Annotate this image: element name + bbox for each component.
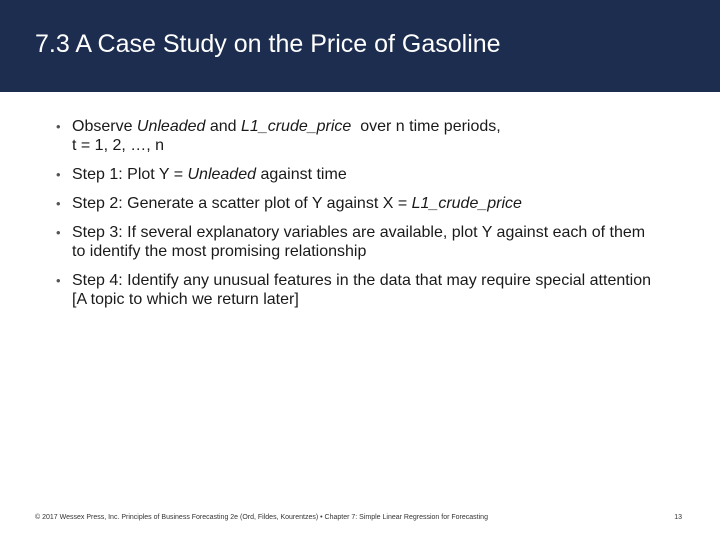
bullet-dot-icon: • xyxy=(56,273,61,288)
bullet-text: Observe xyxy=(72,118,137,135)
bullet-text: against time xyxy=(256,166,347,183)
bullet-item xyxy=(56,223,656,261)
slide-title: 7.3 A Case Study on the Price of Gasoline xyxy=(35,30,501,58)
bullet-text-italic: L1_crude_price xyxy=(241,118,352,135)
bullet-text-italic: Unleaded xyxy=(136,118,206,135)
bullet-text: Step 3: If several explanatory variables are available, plot Y against each of them to identify the most promising relationship xyxy=(72,224,646,260)
bullet-dot-icon: • xyxy=(56,225,61,240)
footer-citation: © 2017 Wessex Press, Inc. Principles of Business Forecasting 2e (Ord, Fildes, Kourentzes) • Chapter 7: Simple Linear Regression for Forecasting xyxy=(35,514,488,521)
bullet-text-italic: Unleaded xyxy=(187,166,256,183)
bullet-list xyxy=(56,117,656,319)
bullet-dot-icon: • xyxy=(56,167,61,182)
title-bar xyxy=(0,0,720,92)
bullet-text: over n time periods, xyxy=(351,118,501,135)
bullet-dot-icon: • xyxy=(56,196,61,211)
bullet-text: and xyxy=(205,118,242,135)
bullet-text-italic: L1_crude_price xyxy=(411,195,522,212)
bullet-text: Step 2: Generate a scatter plot of Y against X = xyxy=(72,195,412,212)
bullet-text: Step 1: Plot Y = xyxy=(72,166,188,183)
bullet-item xyxy=(56,194,656,213)
bullet-item xyxy=(56,117,656,155)
page-number: 13 xyxy=(674,514,682,521)
bullet-item xyxy=(56,165,656,184)
bullet-item xyxy=(56,271,656,309)
bullet-dot-icon: • xyxy=(56,119,61,134)
bullet-text: t = 1, 2, …, n xyxy=(72,137,165,154)
bullet-text: Step 4: Identify any unusual features in the data that may require special attention [A topic to which we return later] xyxy=(72,272,652,308)
